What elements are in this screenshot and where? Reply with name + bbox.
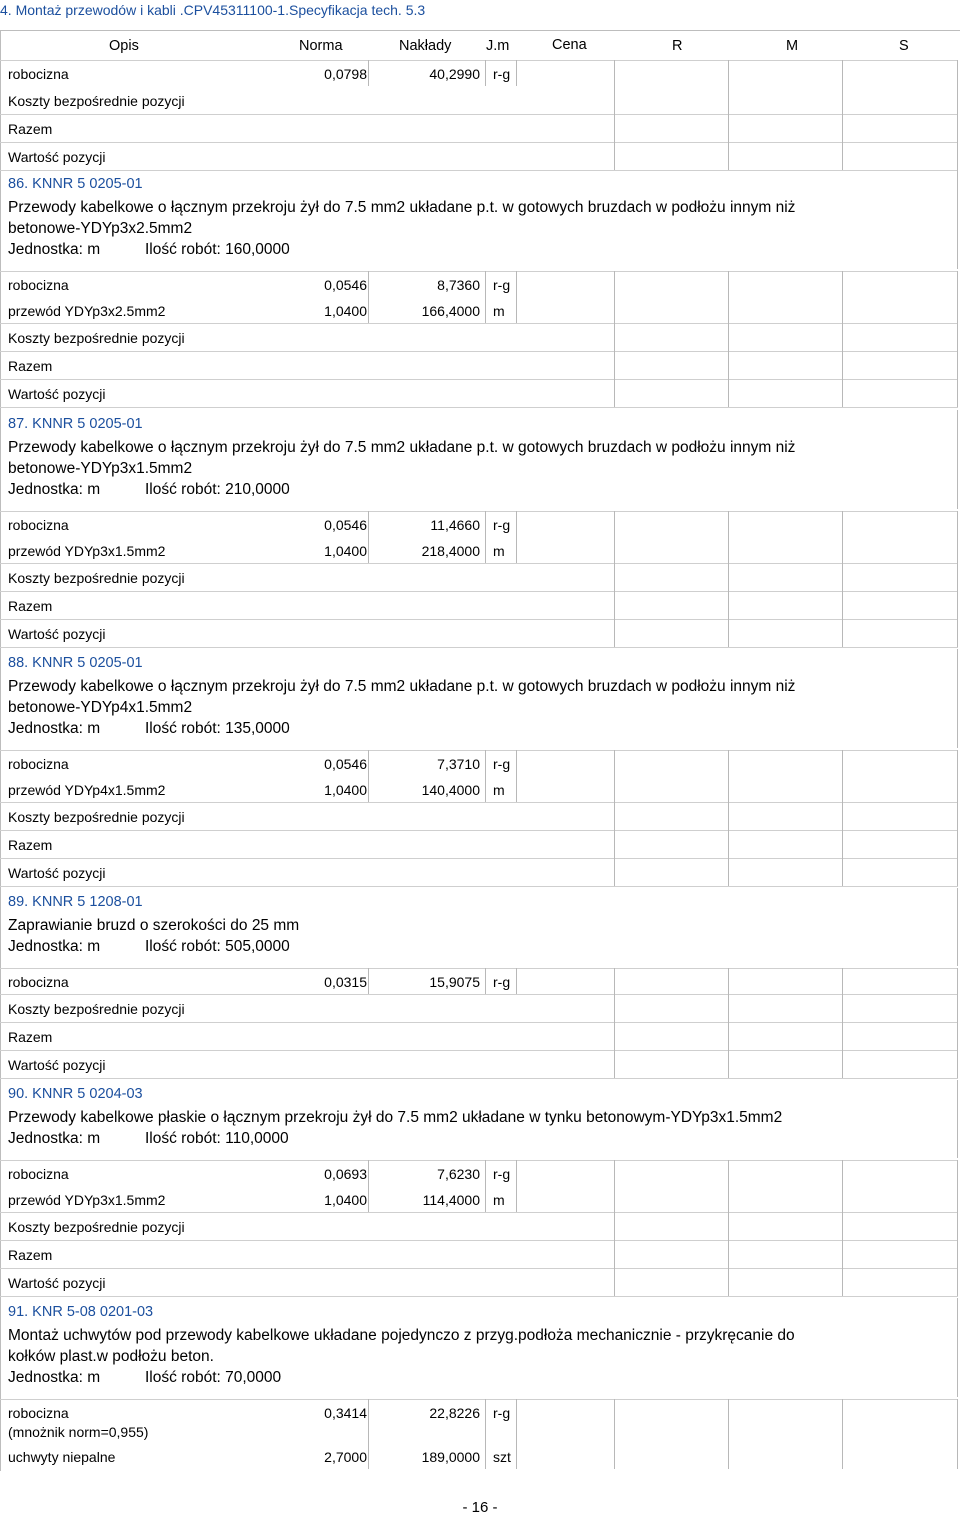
resource-label: robocizna bbox=[8, 1166, 69, 1182]
column-divider bbox=[368, 1186, 369, 1212]
resource-norma: 0,0546 bbox=[324, 517, 367, 533]
column-divider bbox=[614, 297, 615, 323]
column-divider bbox=[842, 750, 843, 776]
column-divider bbox=[614, 802, 615, 830]
column-divider bbox=[957, 297, 958, 323]
resource-unit: r-g bbox=[493, 756, 511, 772]
column-divider bbox=[614, 1160, 615, 1186]
column-divider bbox=[957, 802, 958, 830]
resource-naklady: 40,2990 bbox=[429, 66, 480, 82]
column-divider bbox=[368, 511, 369, 537]
column-divider bbox=[842, 1160, 843, 1186]
column-divider bbox=[728, 297, 729, 323]
row-divider bbox=[0, 323, 958, 324]
column-divider bbox=[614, 1212, 615, 1240]
resource-multiplier: (mnożnik norm=0,955) bbox=[8, 1424, 149, 1440]
row-divider bbox=[0, 1399, 958, 1400]
wartosc-pozycji-label: Wartość pozycji bbox=[8, 626, 106, 642]
position-number: 88. KNNR 5 0205-01 bbox=[8, 655, 143, 671]
column-divider bbox=[368, 776, 369, 802]
column-divider bbox=[842, 1443, 843, 1469]
resource-label: przewód YDYp3x1.5mm2 bbox=[8, 543, 166, 559]
unit-label: Jednostka: m bbox=[8, 1369, 101, 1386]
column-divider bbox=[485, 968, 486, 994]
row-divider bbox=[0, 1022, 958, 1023]
column-divider bbox=[614, 968, 615, 994]
column-divider bbox=[728, 1268, 729, 1296]
position-description: Przewody kabelkowe o łącznym przekroju żył do 7.5 mm2 układane p.t. w gotowych bruzdach w podłożu innym niż betonowe-YDYp3x2.5mm2 bbox=[8, 199, 796, 237]
row-divider bbox=[0, 1078, 958, 1079]
column-divider bbox=[728, 323, 729, 351]
column-divider bbox=[485, 537, 486, 563]
resource-label: robocizna bbox=[8, 974, 69, 990]
column-divider bbox=[957, 1268, 958, 1296]
column-divider bbox=[516, 776, 517, 802]
column-divider bbox=[728, 537, 729, 563]
quantity-label: Ilość robót: 160,0000 bbox=[145, 241, 290, 258]
column-divider bbox=[368, 1443, 369, 1469]
column-divider bbox=[842, 1240, 843, 1268]
quantity-label: Ilość robót: 110,0000 bbox=[145, 1130, 289, 1147]
resource-norma: 0,3414 bbox=[324, 1405, 367, 1421]
column-divider bbox=[842, 802, 843, 830]
column-divider bbox=[368, 60, 369, 86]
resource-norma: 0,0315 bbox=[324, 974, 367, 990]
row-divider bbox=[0, 619, 958, 620]
resource-norma: 1,0400 bbox=[324, 1192, 367, 1208]
column-divider bbox=[842, 1022, 843, 1050]
column-divider bbox=[957, 830, 958, 858]
document-title: 4. Montaż przewodów i kabli .CPV45311100-1.Specyfikacja tech. 5.3 bbox=[0, 2, 426, 18]
column-divider bbox=[368, 1399, 369, 1443]
column-divider bbox=[728, 86, 729, 114]
row-divider bbox=[0, 1296, 958, 1297]
quantity-label: Ilość robót: 135,0000 bbox=[145, 720, 290, 737]
column-divider bbox=[614, 271, 615, 297]
column-divider bbox=[842, 379, 843, 407]
column-divider bbox=[485, 297, 486, 323]
column-divider bbox=[957, 511, 958, 537]
unit-label: Jednostka: m bbox=[8, 1130, 101, 1147]
column-divider bbox=[957, 619, 958, 647]
column-divider bbox=[516, 537, 517, 563]
column-divider bbox=[957, 563, 958, 591]
razem-label: Razem bbox=[8, 837, 53, 853]
column-divider bbox=[842, 1212, 843, 1240]
koszty-bezposrednie-label: Koszty bezpośrednie pozycji bbox=[8, 93, 185, 109]
column-divider bbox=[957, 591, 958, 619]
row-divider bbox=[0, 994, 958, 995]
resource-naklady: 8,7360 bbox=[437, 277, 480, 293]
row-divider bbox=[0, 271, 958, 272]
column-divider bbox=[842, 858, 843, 886]
position-description: Przewody kabelkowe płaskie o łącznym przekroju żył do 7.5 mm2 układane w tynku betonowym-YDYp3x1.5mm2 bbox=[8, 1109, 783, 1126]
col-naklady: Nakłady bbox=[399, 38, 452, 54]
resource-naklady: 189,0000 bbox=[421, 1449, 480, 1465]
resource-unit: m bbox=[493, 303, 505, 319]
koszty-bezposrednie-label: Koszty bezpośrednie pozycji bbox=[8, 1001, 185, 1017]
resource-unit: m bbox=[493, 782, 505, 798]
column-divider bbox=[614, 351, 615, 379]
column-divider bbox=[842, 1050, 843, 1078]
unit-label: Jednostka: m bbox=[8, 481, 101, 498]
column-divider bbox=[728, 511, 729, 537]
column-divider bbox=[614, 1186, 615, 1212]
column-divider bbox=[485, 1160, 486, 1186]
column-divider bbox=[728, 858, 729, 886]
resource-unit: r-g bbox=[493, 66, 511, 82]
column-divider bbox=[516, 1186, 517, 1212]
column-divider bbox=[516, 750, 517, 776]
resource-naklady: 166,4000 bbox=[421, 303, 480, 319]
position-number: 91. KNR 5-08 0201-03 bbox=[8, 1304, 154, 1320]
column-divider bbox=[368, 297, 369, 323]
column-divider bbox=[485, 750, 486, 776]
column-divider bbox=[957, 649, 958, 748]
resource-unit: szt bbox=[493, 1449, 511, 1465]
column-divider bbox=[485, 60, 486, 86]
resource-unit: r-g bbox=[493, 1166, 511, 1182]
row-divider bbox=[0, 563, 958, 564]
column-divider bbox=[614, 750, 615, 776]
unit-label: Jednostka: m bbox=[8, 241, 101, 258]
unit-label: Jednostka: m bbox=[8, 720, 101, 737]
position-number: 86. KNNR 5 0205-01 bbox=[8, 176, 143, 192]
resource-norma: 2,7000 bbox=[324, 1449, 367, 1465]
quantity-label: Ilość robót: 70,0000 bbox=[145, 1369, 282, 1386]
column-divider bbox=[957, 994, 958, 1022]
resource-label: przewód YDYp3x1.5mm2 bbox=[8, 1192, 166, 1208]
column-divider bbox=[957, 114, 958, 142]
column-divider bbox=[614, 142, 615, 170]
column-divider bbox=[957, 170, 958, 269]
column-divider bbox=[516, 271, 517, 297]
column-divider bbox=[842, 60, 843, 86]
column-divider bbox=[842, 114, 843, 142]
col-r: R bbox=[672, 38, 683, 54]
row-divider bbox=[0, 511, 958, 512]
column-divider bbox=[728, 1050, 729, 1078]
row-divider bbox=[0, 114, 958, 115]
wartosc-pozycji-label: Wartość pozycji bbox=[8, 865, 106, 881]
resource-naklady: 22,8226 bbox=[429, 1405, 480, 1421]
column-divider bbox=[957, 537, 958, 563]
koszty-bezposrednie-label: Koszty bezpośrednie pozycji bbox=[8, 809, 185, 825]
resource-naklady: 15,9075 bbox=[429, 974, 480, 990]
unit-label: Jednostka: m bbox=[8, 938, 101, 955]
razem-label: Razem bbox=[8, 358, 53, 374]
column-divider bbox=[842, 591, 843, 619]
column-divider bbox=[957, 858, 958, 886]
column-divider bbox=[485, 776, 486, 802]
resource-norma: 0,0798 bbox=[324, 66, 367, 82]
column-divider bbox=[842, 537, 843, 563]
column-divider bbox=[728, 591, 729, 619]
row-divider bbox=[0, 647, 958, 648]
resource-unit: m bbox=[493, 543, 505, 559]
column-divider bbox=[728, 619, 729, 647]
column-divider bbox=[728, 60, 729, 86]
column-divider bbox=[842, 86, 843, 114]
row-divider bbox=[0, 142, 958, 143]
razem-label: Razem bbox=[8, 598, 53, 614]
column-divider bbox=[957, 1080, 958, 1158]
column-divider bbox=[368, 271, 369, 297]
row-divider bbox=[0, 750, 958, 751]
resource-label: uchwyty niepalne bbox=[8, 1449, 116, 1465]
resource-label: przewód YDYp3x2.5mm2 bbox=[8, 303, 166, 319]
row-divider bbox=[0, 351, 958, 352]
column-divider bbox=[728, 142, 729, 170]
column-divider bbox=[614, 858, 615, 886]
column-divider bbox=[957, 60, 958, 86]
col-cena: Cena bbox=[552, 37, 587, 53]
koszty-bezposrednie-label: Koszty bezpośrednie pozycji bbox=[8, 1219, 185, 1235]
column-divider bbox=[485, 1186, 486, 1212]
col-norma: Norma bbox=[299, 38, 343, 54]
column-divider bbox=[957, 776, 958, 802]
koszty-bezposrednie-label: Koszty bezpośrednie pozycji bbox=[8, 330, 185, 346]
row-divider bbox=[0, 1212, 958, 1213]
resource-naklady: 140,4000 bbox=[421, 782, 480, 798]
row-divider bbox=[0, 1050, 958, 1051]
col-m: M bbox=[786, 38, 799, 54]
resource-unit: m bbox=[493, 1192, 505, 1208]
column-divider bbox=[614, 114, 615, 142]
resource-naklady: 218,4000 bbox=[421, 543, 480, 559]
column-divider bbox=[516, 511, 517, 537]
column-divider bbox=[957, 1399, 958, 1443]
column-divider bbox=[614, 563, 615, 591]
column-divider bbox=[728, 968, 729, 994]
row-divider bbox=[0, 379, 958, 380]
razem-label: Razem bbox=[8, 1029, 53, 1045]
position-number: 90. KNNR 5 0204-03 bbox=[8, 1086, 143, 1102]
column-divider bbox=[614, 619, 615, 647]
column-divider bbox=[842, 1399, 843, 1443]
resource-naklady: 114,4000 bbox=[422, 1192, 480, 1208]
column-divider bbox=[728, 1399, 729, 1443]
column-divider bbox=[614, 537, 615, 563]
column-divider bbox=[728, 1212, 729, 1240]
column-divider bbox=[614, 591, 615, 619]
wartosc-pozycji-label: Wartość pozycji bbox=[8, 1275, 106, 1291]
column-divider bbox=[957, 750, 958, 776]
position-number: 89. KNNR 5 1208-01 bbox=[8, 894, 143, 910]
resource-label: robocizna bbox=[8, 277, 69, 293]
row-divider bbox=[0, 1240, 958, 1241]
column-divider bbox=[728, 1443, 729, 1469]
row-divider bbox=[0, 407, 958, 408]
column-divider bbox=[957, 1160, 958, 1186]
position-number: 87. KNNR 5 0205-01 bbox=[8, 416, 143, 432]
resource-label: robocizna bbox=[8, 756, 69, 772]
quantity-label: Ilość robót: 210,0000 bbox=[145, 481, 290, 498]
column-divider bbox=[614, 1240, 615, 1268]
resource-norma: 0,0546 bbox=[324, 277, 367, 293]
column-divider bbox=[368, 1160, 369, 1186]
position-description: Zaprawianie bruzd o szerokości do 25 mm bbox=[8, 917, 300, 934]
column-divider bbox=[614, 60, 615, 86]
razem-label: Razem bbox=[8, 121, 53, 137]
row-divider bbox=[0, 170, 958, 171]
position-description: Przewody kabelkowe o łącznym przekroju żył do 7.5 mm2 układane p.t. w gotowych bruzdach w podłożu innym niż betonowe-YDYp3x1.5mm2 bbox=[8, 439, 796, 477]
wartosc-pozycji-label: Wartość pozycji bbox=[8, 1057, 106, 1073]
resource-label: robocizna bbox=[8, 66, 69, 82]
column-divider bbox=[842, 351, 843, 379]
column-divider bbox=[614, 1443, 615, 1469]
column-divider bbox=[842, 968, 843, 994]
column-divider bbox=[842, 297, 843, 323]
resource-norma: 1,0400 bbox=[324, 543, 367, 559]
column-divider bbox=[614, 379, 615, 407]
column-divider bbox=[728, 776, 729, 802]
column-divider bbox=[516, 1443, 517, 1469]
column-divider bbox=[957, 1240, 958, 1268]
column-divider bbox=[516, 60, 517, 86]
column-divider bbox=[728, 114, 729, 142]
col-opis: Opis bbox=[109, 38, 139, 54]
resource-unit: r-g bbox=[493, 1405, 511, 1421]
column-divider bbox=[842, 323, 843, 351]
column-divider bbox=[614, 511, 615, 537]
resource-label: przewód YDYp4x1.5mm2 bbox=[8, 782, 166, 798]
column-divider bbox=[842, 994, 843, 1022]
resource-unit: r-g bbox=[493, 277, 511, 293]
column-divider bbox=[957, 142, 958, 170]
row-divider bbox=[0, 60, 958, 61]
column-divider bbox=[957, 379, 958, 407]
column-divider bbox=[842, 830, 843, 858]
resource-label: robocizna bbox=[8, 1405, 69, 1421]
column-divider bbox=[614, 323, 615, 351]
column-divider bbox=[957, 271, 958, 297]
wartosc-pozycji-label: Wartość pozycji bbox=[8, 149, 106, 165]
column-divider bbox=[614, 1399, 615, 1443]
column-divider bbox=[516, 1399, 517, 1443]
column-divider bbox=[957, 1050, 958, 1078]
resource-naklady: 7,6230 bbox=[437, 1166, 480, 1182]
column-divider bbox=[516, 968, 517, 994]
column-divider bbox=[614, 830, 615, 858]
column-divider bbox=[957, 1443, 958, 1469]
column-divider bbox=[485, 271, 486, 297]
column-divider bbox=[614, 994, 615, 1022]
column-divider bbox=[957, 1186, 958, 1212]
resource-label: robocizna bbox=[8, 517, 69, 533]
row-divider bbox=[0, 802, 958, 803]
column-divider bbox=[842, 563, 843, 591]
column-divider bbox=[728, 802, 729, 830]
column-divider bbox=[957, 1212, 958, 1240]
column-divider bbox=[614, 1050, 615, 1078]
column-divider bbox=[842, 776, 843, 802]
resource-norma: 1,0400 bbox=[324, 782, 367, 798]
quantity-label: Ilość robót: 505,0000 bbox=[145, 938, 290, 955]
position-description: Montaż uchwytów pod przewody kabelkowe układane pojedynczo z przyg.podłoża mechanicznie - przykręcanie do kołków plast.w podłożu beton. bbox=[8, 1327, 795, 1365]
column-divider bbox=[842, 142, 843, 170]
column-divider bbox=[957, 351, 958, 379]
column-divider bbox=[842, 1268, 843, 1296]
column-divider bbox=[957, 1022, 958, 1050]
column-divider bbox=[368, 537, 369, 563]
page-number: - 16 - bbox=[462, 1499, 498, 1516]
resource-naklady: 11,4660 bbox=[430, 517, 480, 533]
column-divider bbox=[728, 1240, 729, 1268]
row-divider bbox=[0, 886, 958, 887]
column-divider bbox=[842, 511, 843, 537]
resource-norma: 0,0693 bbox=[324, 1166, 367, 1182]
column-divider bbox=[728, 830, 729, 858]
col-s: S bbox=[899, 38, 909, 54]
column-divider bbox=[728, 750, 729, 776]
column-divider bbox=[957, 968, 958, 994]
wartosc-pozycji-label: Wartość pozycji bbox=[8, 386, 106, 402]
column-divider bbox=[957, 410, 958, 509]
column-divider bbox=[485, 1399, 486, 1443]
resource-naklady: 7,3710 bbox=[437, 756, 480, 772]
column-divider bbox=[728, 351, 729, 379]
column-divider bbox=[957, 86, 958, 114]
column-divider bbox=[842, 271, 843, 297]
column-divider bbox=[728, 379, 729, 407]
column-divider bbox=[368, 968, 369, 994]
column-divider bbox=[957, 888, 958, 966]
column-divider bbox=[957, 323, 958, 351]
column-divider bbox=[842, 619, 843, 647]
row-divider bbox=[0, 591, 958, 592]
razem-label: Razem bbox=[8, 1247, 53, 1263]
column-divider bbox=[728, 271, 729, 297]
row-divider bbox=[0, 858, 958, 859]
row-divider bbox=[0, 1268, 958, 1269]
resource-unit: r-g bbox=[493, 517, 511, 533]
column-divider bbox=[614, 86, 615, 114]
column-divider bbox=[368, 750, 369, 776]
resource-norma: 0,0546 bbox=[324, 756, 367, 772]
column-divider bbox=[614, 1268, 615, 1296]
resource-norma: 1,0400 bbox=[324, 303, 367, 319]
row-divider bbox=[0, 1160, 958, 1161]
column-divider bbox=[516, 297, 517, 323]
column-divider bbox=[728, 563, 729, 591]
column-divider bbox=[842, 1186, 843, 1212]
column-divider bbox=[728, 994, 729, 1022]
position-description: Przewody kabelkowe o łącznym przekroju żył do 7.5 mm2 układane p.t. w gotowych bruzdach w podłożu innym niż betonowe-YDYp4x1.5mm2 bbox=[8, 678, 796, 716]
column-divider bbox=[728, 1186, 729, 1212]
column-divider bbox=[485, 1443, 486, 1469]
column-divider bbox=[957, 1298, 958, 1397]
row-divider bbox=[0, 830, 958, 831]
column-divider bbox=[614, 1022, 615, 1050]
column-divider bbox=[728, 1022, 729, 1050]
column-divider bbox=[728, 1160, 729, 1186]
column-divider bbox=[614, 776, 615, 802]
resource-unit: r-g bbox=[493, 974, 511, 990]
row-divider bbox=[0, 968, 958, 969]
column-divider bbox=[485, 511, 486, 537]
col-jm: J.m bbox=[486, 38, 510, 54]
koszty-bezposrednie-label: Koszty bezpośrednie pozycji bbox=[8, 570, 185, 586]
column-divider bbox=[516, 1160, 517, 1186]
